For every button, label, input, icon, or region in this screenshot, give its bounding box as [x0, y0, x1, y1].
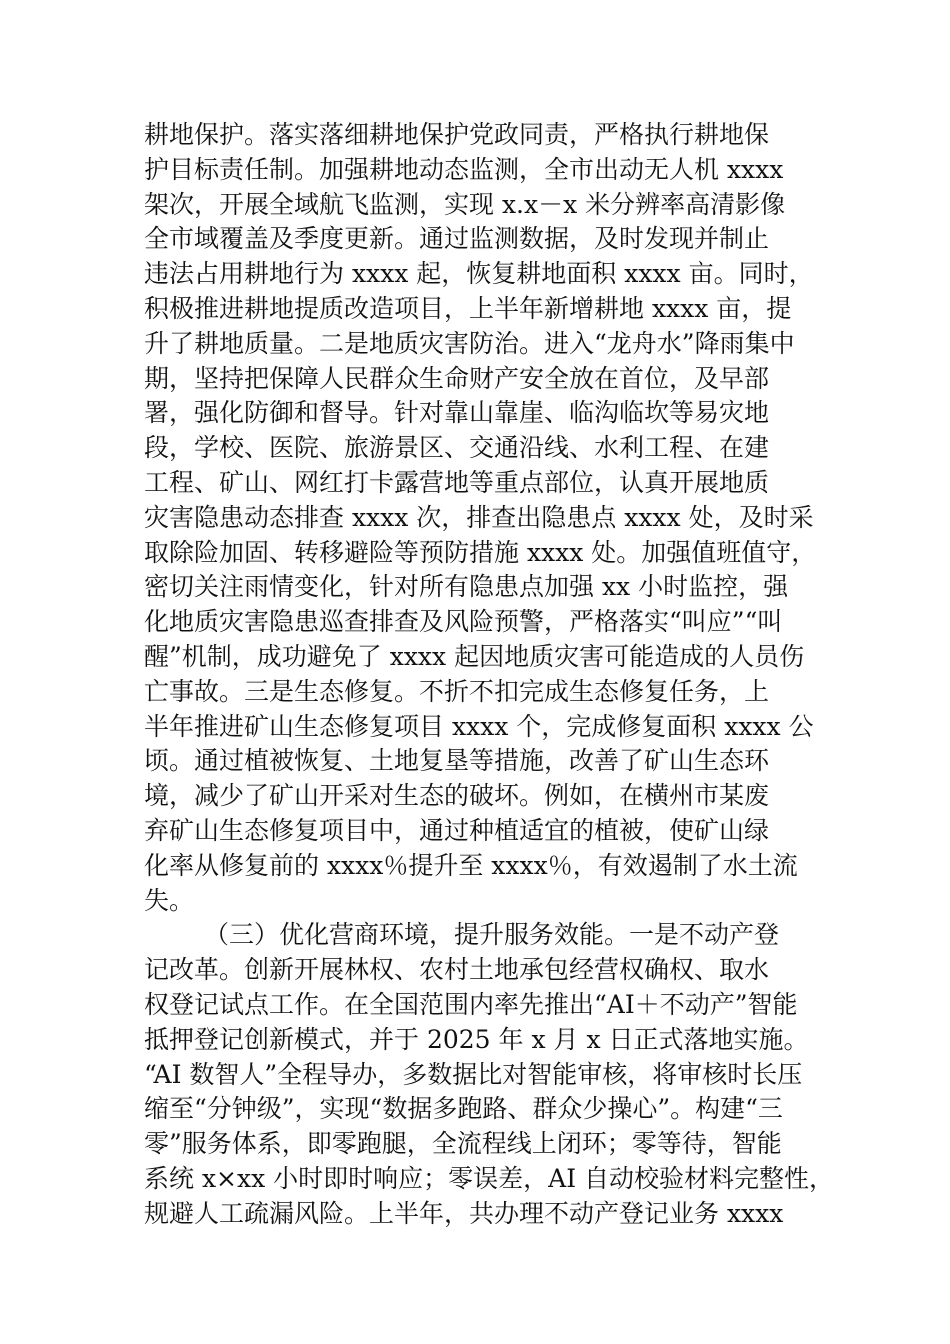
text-line: 灾害隐患动态排查 xxxx 次，排查出隐患点 xxxx 处，及时采	[144, 502, 814, 532]
text-line: 亡事故。三是生态修复。不折不扣完成生态修复任务，上	[144, 676, 770, 706]
text-line: 违法占用耕地行为 xxxx 起，恢复耕地面积 xxxx 亩。同时，	[144, 259, 814, 289]
text-line: “AI 数智人”全程导办，多数据比对智能审核，将审核时长压	[144, 1059, 803, 1089]
text-line: 取除险加固、转移避险等预防措施 xxxx 处。加强值班值守，	[144, 537, 817, 567]
text-line: 弃矿山生态修复项目中，通过种植适宜的植被，使矿山绿	[144, 815, 770, 845]
document-body	[144, 118, 844, 1232]
text-line: （三）优化营商环境，提升服务效能。一是不动产登	[204, 920, 780, 950]
text-line: 全市域覆盖及季度更新。通过监测数据，及时发现并制止	[144, 224, 770, 254]
text-line: 段，学校、医院、旅游景区、交通沿线、水利工程、在建	[144, 433, 770, 463]
text-line: 缩至“分钟级”，实现“数据多跑路、群众少操心”。构建“三	[144, 1094, 783, 1124]
text-line: 零”服务体系，即零跑腿，全流程线上闭环；零等待，智能	[144, 1129, 782, 1159]
text-line: 权登记试点工作。在全国范围内率先推出“AI＋不动产”智能	[144, 989, 798, 1019]
text-line: 护目标责任制。加强耕地动态监测，全市出动无人机 xxxx	[144, 154, 784, 184]
text-line: 署，强化防御和督导。针对靠山靠崖、临沟临坎等易灾地	[144, 398, 770, 428]
text-line: 工程、矿山、网红打卡露营地等重点部位，认真开展地质	[144, 467, 770, 497]
text-line: 耕地保护。落实落细耕地保护党政同责，严格执行耕地保	[144, 120, 770, 149]
paragraph-land-protection	[144, 118, 844, 918]
text-line: 失。	[144, 885, 195, 915]
text-line: 系统 x×xx 小时即时响应；零误差，AI 自动校验材料完整性，	[144, 1163, 835, 1193]
text-line: 化率从修复前的 xxxx％提升至 xxxx％，有效遏制了水土流	[144, 850, 798, 880]
text-line: 记改革。创新开展林权、农村土地承包经营权确权、取水	[144, 955, 770, 985]
text-line: 架次，开展全域航飞监测，实现 x.x－x 米分辨率高清影像	[144, 189, 786, 219]
text-line: 规避人工疏漏风险。上半年，共办理不动产登记业务 xxxx	[144, 1198, 784, 1228]
text-line: 化地质灾害隐患巡查排查及风险预警，严格落实“叫应”“叫	[144, 607, 783, 637]
text-line: 升了耕地质量。二是地质灾害防治。进入“龙舟水”降雨集中	[144, 328, 795, 358]
text-line: 抵押登记创新模式，并于 2025 年 x 月 x 日正式落地实施。	[144, 1024, 809, 1054]
text-line: 积极推进耕地提质改造项目，上半年新增耕地 xxxx 亩，提	[144, 293, 792, 323]
text-line: 境，减少了矿山开采对生态的破坏。例如，在横州市某废	[144, 781, 770, 811]
text-line: 密切关注雨情变化，针对所有隐患点加强 xx 小时监控，强	[144, 572, 789, 602]
paragraph-business-environment	[144, 918, 844, 1231]
text-line: 顷。通过植被恢复、土地复垦等措施，改善了矿山生态环	[144, 746, 770, 776]
text-line: 半年推进矿山生态修复项目 xxxx 个，完成修复面积 xxxx 公	[144, 711, 814, 741]
text-line: 醒”机制，成功避免了 xxxx 起因地质灾害可能造成的人员伤	[144, 641, 805, 671]
text-line: 期，坚持把保障人民群众生命财产安全放在首位，及早部	[144, 363, 770, 393]
